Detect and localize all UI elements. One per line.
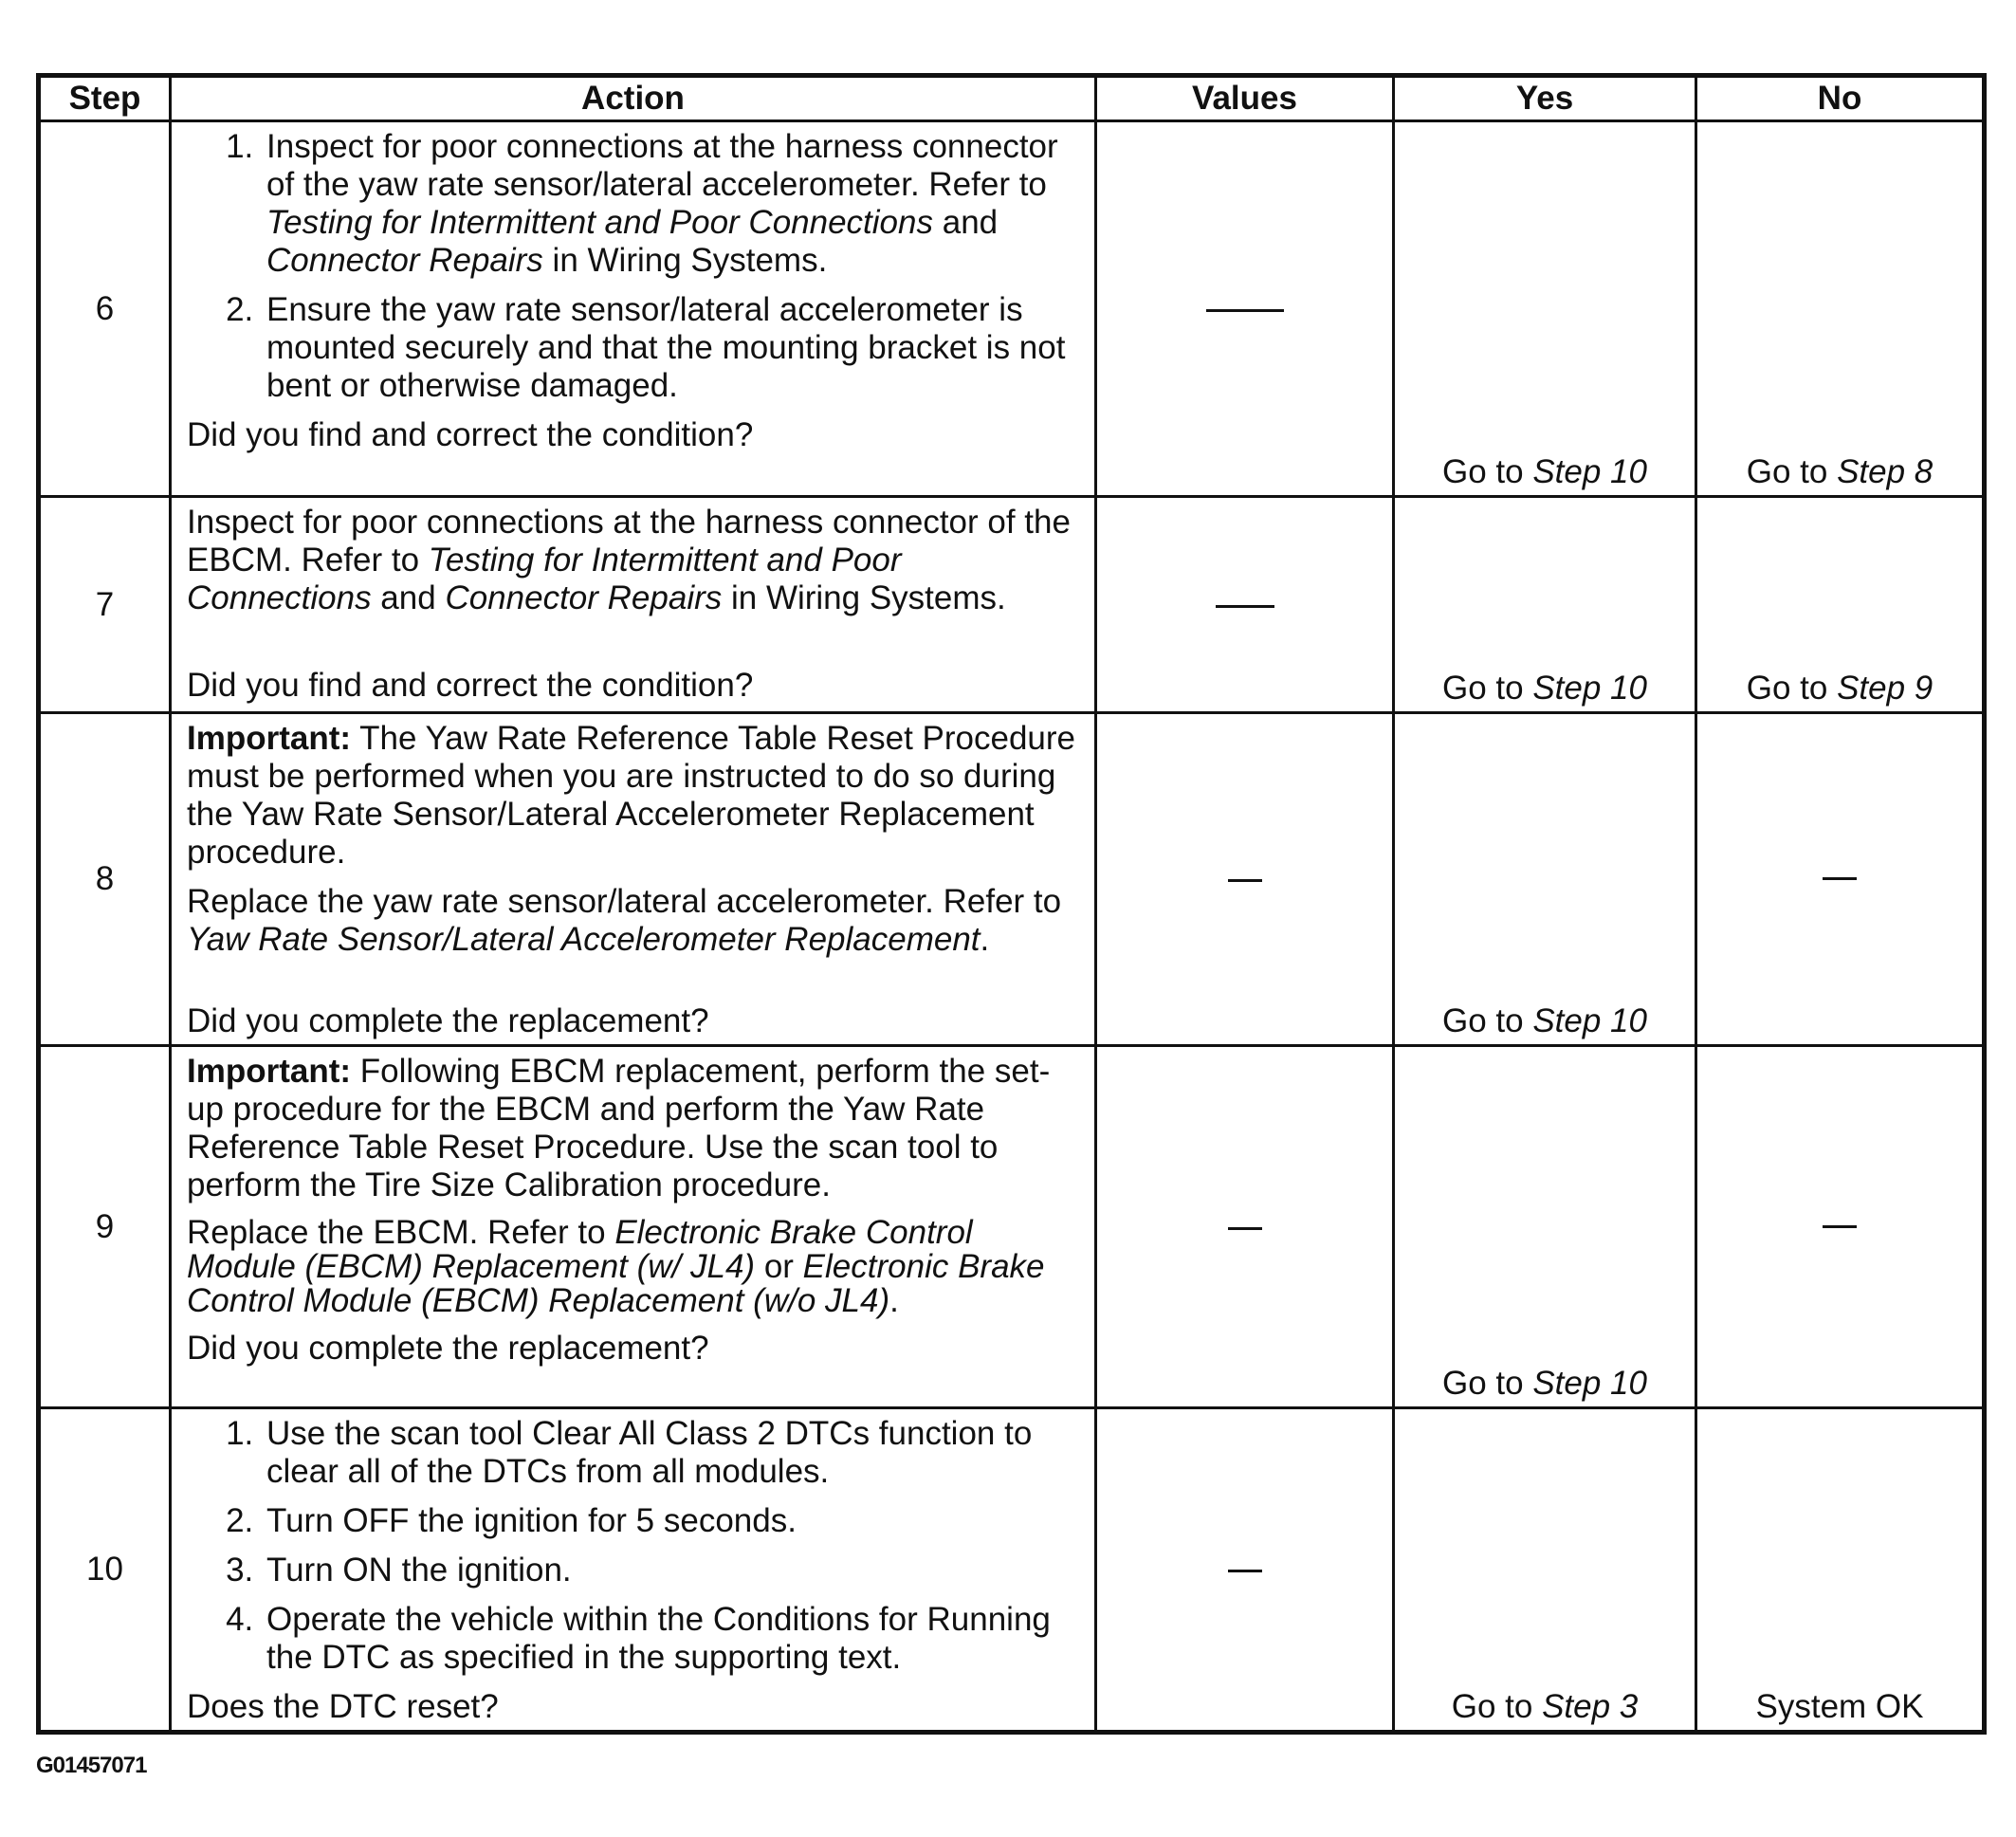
action-cell	[171, 1408, 1096, 1733]
values-cell	[1096, 1408, 1394, 1733]
action-step: 1. Inspect for poor connections at the harness connector of the yaw rate sensor/lateral accelerometer. Refer to Testing for Intermittent and Poor Connections and Connector Repairs in Wiring Systems.	[263, 128, 1083, 280]
step-number: 10	[39, 1408, 171, 1733]
values-cell	[1096, 1046, 1394, 1408]
yes-cell: Go to Step 3	[1394, 1408, 1696, 1733]
important-note: Important: The Yaw Rate Reference Table Reset Procedure must be performed when you are instructed to do so during the Yaw Rate Sensor/Lateral Accelerometer Replacement procedure.	[187, 720, 1076, 871]
action-question: Does the DTC reset?	[187, 1688, 499, 1725]
yes-cell: Go to Step 10	[1394, 121, 1696, 497]
action-cell	[171, 1046, 1096, 1408]
step-number: 6	[39, 121, 171, 497]
header-yes: Yes	[1394, 76, 1696, 121]
action-question: Did you complete the replacement?	[187, 1330, 709, 1367]
no-cell: Go to Step 9	[1696, 497, 1985, 713]
important-note: Important: Following EBCM replacement, perform the set-up procedure for the EBCM and perform the Yaw Rate Reference Table Reset Procedure. Use the scan tool to perform the Tire Size Calibration procedure.	[187, 1053, 1051, 1203]
no-cell: System OK	[1696, 1408, 1985, 1733]
action-cell	[171, 497, 1096, 713]
table-row	[39, 497, 1985, 713]
no-cell	[1696, 1046, 1985, 1408]
action-step: 1. Use the scan tool Clear All Class 2 DTCs function to clear all of the DTCs from all modules.	[263, 1415, 1083, 1491]
no-dash	[1823, 1225, 1857, 1228]
table-row	[39, 713, 1985, 1046]
table-row	[39, 1046, 1985, 1408]
no-cell: Go to Step 8	[1696, 121, 1985, 497]
action-paragraph: Replace the yaw rate sensor/lateral accelerometer. Refer to Yaw Rate Sensor/Lateral Accelerometer Replacement.	[187, 883, 1062, 958]
header-step: Step	[39, 76, 171, 121]
values-dash	[1228, 1570, 1262, 1572]
values-dash	[1228, 1227, 1262, 1230]
action-paragraph: Replace the EBCM. Refer to Electronic Brake Control Module (EBCM) Replacement (w/ JL4) or Electronic Brake Control Module (EBCM) Replacement (w/o JL4).	[187, 1214, 1045, 1319]
action-step: 2. Turn OFF the ignition for 5 seconds.	[263, 1502, 1083, 1540]
no-cell	[1696, 713, 1985, 1046]
header-values: Values	[1096, 76, 1394, 121]
table-row	[39, 121, 1985, 497]
action-steps	[187, 1415, 1083, 1677]
header-action: Action	[171, 76, 1096, 121]
action-step: 4. Operate the vehicle within the Conditions for Running the DTC as specified in the supporting text.	[263, 1601, 1083, 1677]
action-question: Did you find and correct the condition?	[187, 667, 754, 704]
table-row	[39, 1408, 1985, 1733]
no-dash	[1823, 877, 1857, 880]
figure-id: G01457071	[36, 1753, 147, 1778]
values-dash	[1228, 879, 1262, 882]
action-question: Did you complete the replacement?	[187, 1002, 709, 1039]
action-steps	[187, 128, 1083, 405]
action-cell	[171, 713, 1096, 1046]
header-row	[39, 76, 1985, 121]
yes-cell: Go to Step 10	[1394, 713, 1696, 1046]
values-dash	[1216, 605, 1274, 608]
action-paragraph: Inspect for poor connections at the harness connector of the EBCM. Refer to Testing for Intermittent and Poor Connections and Connector Repairs in Wiring Systems.	[187, 504, 1071, 616]
action-question: Did you find and correct the condition?	[187, 416, 754, 453]
action-step: 3. Turn ON the ignition.	[263, 1552, 1083, 1589]
yes-cell: Go to Step 10	[1394, 1046, 1696, 1408]
step-number: 8	[39, 713, 171, 1046]
diagnostic-table	[36, 73, 1987, 1735]
values-cell	[1096, 713, 1394, 1046]
values-dash	[1206, 309, 1284, 312]
header-no: No	[1696, 76, 1985, 121]
action-cell	[171, 121, 1096, 497]
step-number: 9	[39, 1046, 171, 1408]
values-cell	[1096, 497, 1394, 713]
step-number: 7	[39, 497, 171, 713]
yes-cell: Go to Step 10	[1394, 497, 1696, 713]
values-cell	[1096, 121, 1394, 497]
action-step: 2. Ensure the yaw rate sensor/lateral accelerometer is mounted securely and that the mounting bracket is not bent or otherwise damaged.	[263, 291, 1083, 405]
